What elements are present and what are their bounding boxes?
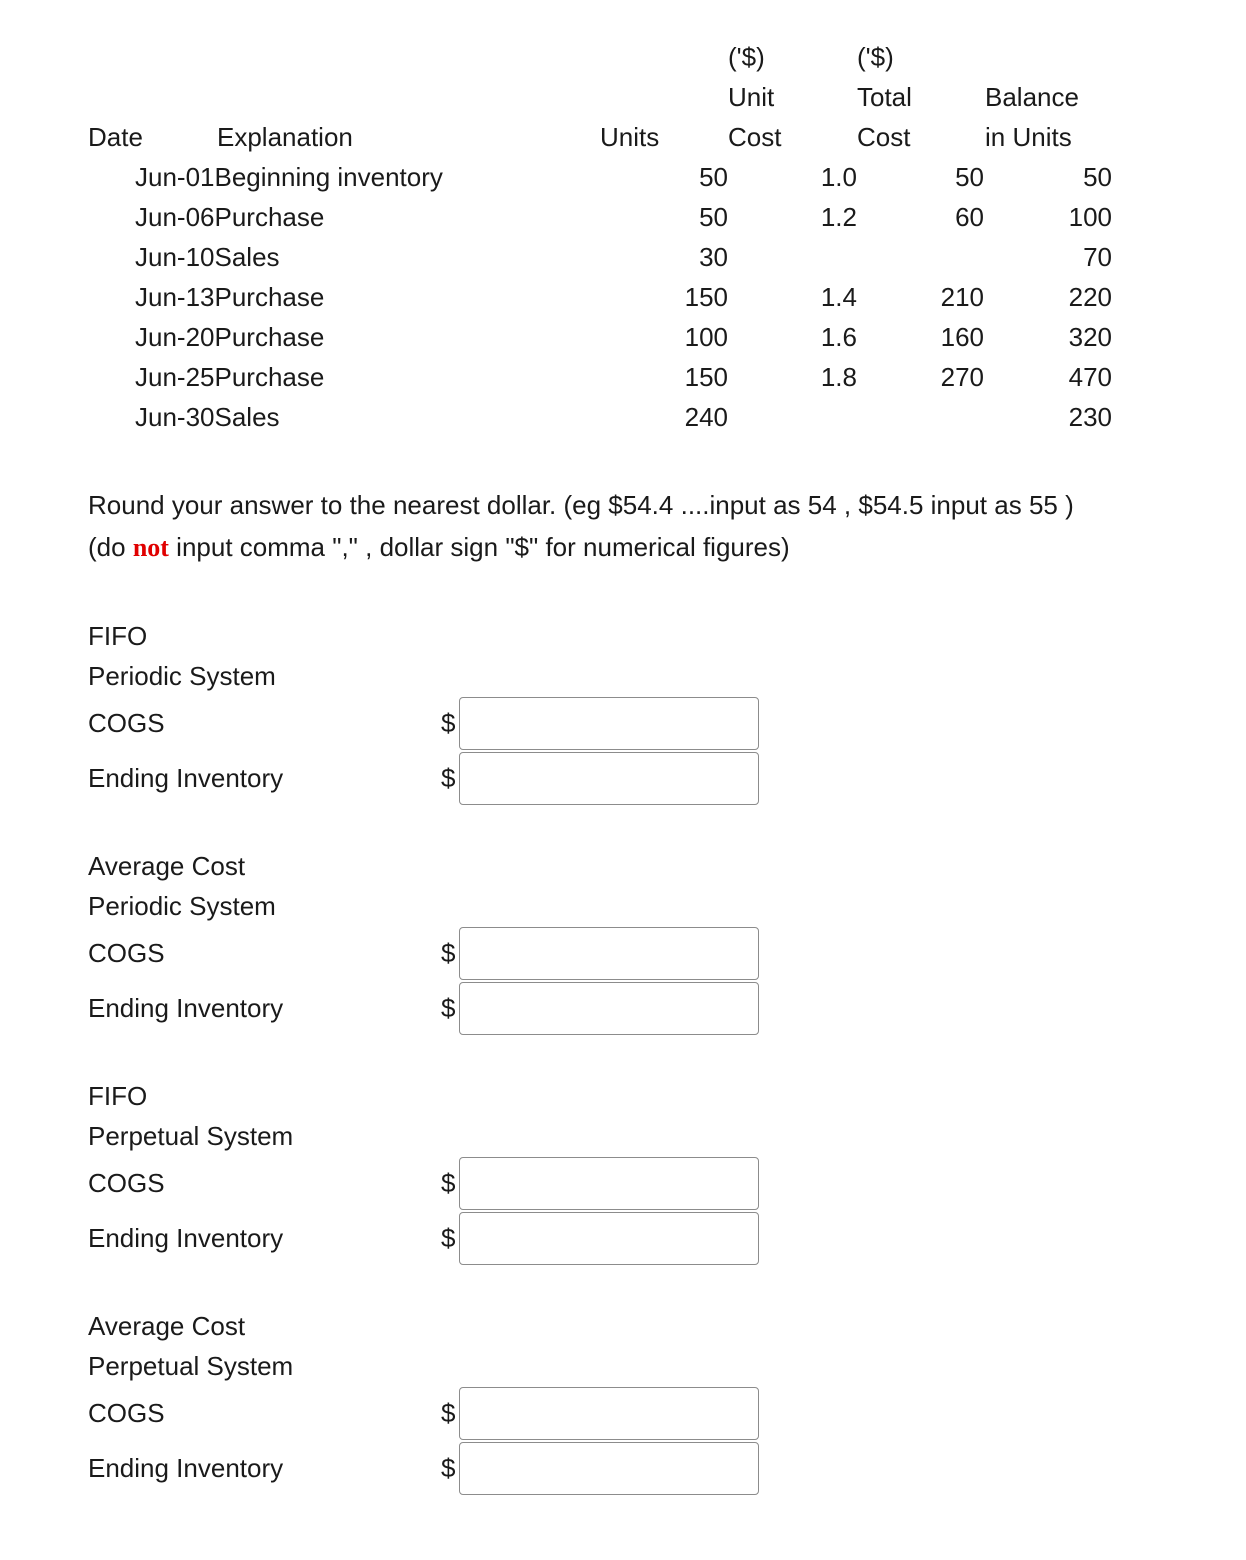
row-balance: 230: [1068, 402, 1112, 432]
fifo-perpetual-cogs-label: COGS: [88, 1168, 165, 1198]
row-units: 100: [684, 322, 728, 352]
explanation-header: Explanation: [217, 122, 353, 152]
row-unit-cost: 1.0: [820, 162, 857, 192]
unit-cost-header-top: Unit: [728, 82, 775, 112]
date-header: Date: [88, 122, 143, 152]
avg-perpetual-ending-dollar-sign: $: [441, 1453, 456, 1483]
avg-periodic-cogs-input[interactable]: [459, 927, 759, 980]
row-date-explanation: Jun-20Purchase: [135, 322, 325, 352]
row-total-cost: 270: [940, 362, 984, 392]
avg-periodic-system-label: Periodic System: [88, 891, 276, 921]
instruction-suffix: input comma "," , dollar sign "$" for numerical figures): [168, 532, 790, 562]
row-units: 150: [684, 362, 728, 392]
avg-perpetual-cogs-label: COGS: [88, 1398, 165, 1428]
row-balance: 320: [1068, 322, 1112, 352]
row-date-explanation: Jun-10Sales: [135, 242, 280, 272]
row-date-explanation: Jun-06Purchase: [135, 202, 325, 232]
table-row: [0, 202, 1246, 242]
row-balance: 50: [1083, 162, 1112, 192]
row-unit-cost: 1.6: [820, 322, 857, 352]
avg-periodic-method-label: Average Cost: [88, 851, 246, 881]
row-total-cost: 160: [940, 322, 984, 352]
row-date-explanation: Jun-25Purchase: [135, 362, 325, 392]
row-balance: 70: [1083, 242, 1112, 272]
units-header: Units: [600, 122, 660, 152]
table-row: [0, 402, 1246, 442]
row-units: 50: [699, 162, 728, 192]
table-row: [0, 362, 1246, 402]
row-unit-cost: 1.2: [820, 202, 857, 232]
row-date-explanation: Jun-13Purchase: [135, 282, 325, 312]
fifo-perpetual-ending-inventory-input[interactable]: [459, 1212, 759, 1265]
table-row: [0, 162, 1246, 202]
avg-perpetual-method-label: Average Cost: [88, 1311, 246, 1341]
avg-periodic-cogs-label: COGS: [88, 938, 165, 968]
table-row: [0, 242, 1246, 282]
row-units: 150: [684, 282, 728, 312]
fifo-periodic-cogs-input[interactable]: [459, 697, 759, 750]
fifo-perpetual-cogs-dollar-sign: $: [441, 1168, 456, 1198]
row-unit-cost: 1.4: [820, 282, 857, 312]
total-cost-header-top: Total: [857, 82, 912, 112]
row-balance: 220: [1068, 282, 1112, 312]
balance-header-top: Balance: [985, 82, 1079, 112]
avg-periodic-ending-inventory-input[interactable]: [459, 982, 759, 1035]
table-row: [0, 282, 1246, 322]
rounding-instruction: Round your answer to the nearest dollar. (eg $54.4 ....input as 54 , $54.5 input as 55 ): [88, 490, 1074, 520]
fifo-periodic-method-label: FIFO: [88, 621, 148, 651]
row-balance: 470: [1068, 362, 1112, 392]
row-units: 50: [699, 202, 728, 232]
row-date-explanation: Jun-30Sales: [135, 402, 280, 432]
total-cost-header-bottom: Cost: [857, 122, 911, 152]
unit-cost-header-bottom: Cost: [728, 122, 782, 152]
fifo-periodic-cogs-dollar-sign: $: [441, 708, 456, 738]
fifo-perpetual-cogs-input[interactable]: [459, 1157, 759, 1210]
input-format-instruction: [88, 532, 790, 563]
fifo-periodic-ending-inventory-label: Ending Inventory: [88, 763, 284, 793]
table-row: [0, 322, 1246, 362]
fifo-periodic-ending-dollar-sign: $: [441, 763, 456, 793]
row-date-explanation: Jun-01Beginning inventory: [135, 162, 443, 192]
unit-cost-currency-header: ('$): [728, 42, 765, 72]
fifo-perpetual-method-label: FIFO: [88, 1081, 148, 1111]
row-total-cost: 60: [955, 202, 984, 232]
avg-perpetual-ending-inventory-label: Ending Inventory: [88, 1453, 284, 1483]
fifo-periodic-ending-inventory-input[interactable]: [459, 752, 759, 805]
row-unit-cost: 1.8: [820, 362, 857, 392]
row-units: 30: [699, 242, 728, 272]
instruction-not-emphasis: not: [132, 533, 169, 562]
fifo-perpetual-ending-inventory-label: Ending Inventory: [88, 1223, 284, 1253]
avg-perpetual-system-label: Perpetual System: [88, 1351, 294, 1381]
avg-perpetual-cogs-input[interactable]: [459, 1387, 759, 1440]
row-balance: 100: [1068, 202, 1112, 232]
avg-perpetual-cogs-dollar-sign: $: [441, 1398, 456, 1428]
fifo-periodic-system-label: Periodic System: [88, 661, 276, 691]
fifo-periodic-cogs-label: COGS: [88, 708, 165, 738]
row-total-cost: 50: [955, 162, 984, 192]
avg-periodic-ending-dollar-sign: $: [441, 993, 456, 1023]
instruction-prefix: (do: [88, 532, 133, 562]
avg-periodic-cogs-dollar-sign: $: [441, 938, 456, 968]
avg-periodic-ending-inventory-label: Ending Inventory: [88, 993, 284, 1023]
balance-header-bottom: in Units: [985, 122, 1072, 152]
row-total-cost: 210: [940, 282, 984, 312]
fifo-perpetual-system-label: Perpetual System: [88, 1121, 294, 1151]
row-units: 240: [684, 402, 728, 432]
total-cost-currency-header: ('$): [857, 42, 894, 72]
fifo-perpetual-ending-dollar-sign: $: [441, 1223, 456, 1253]
avg-perpetual-ending-inventory-input[interactable]: [459, 1442, 759, 1495]
